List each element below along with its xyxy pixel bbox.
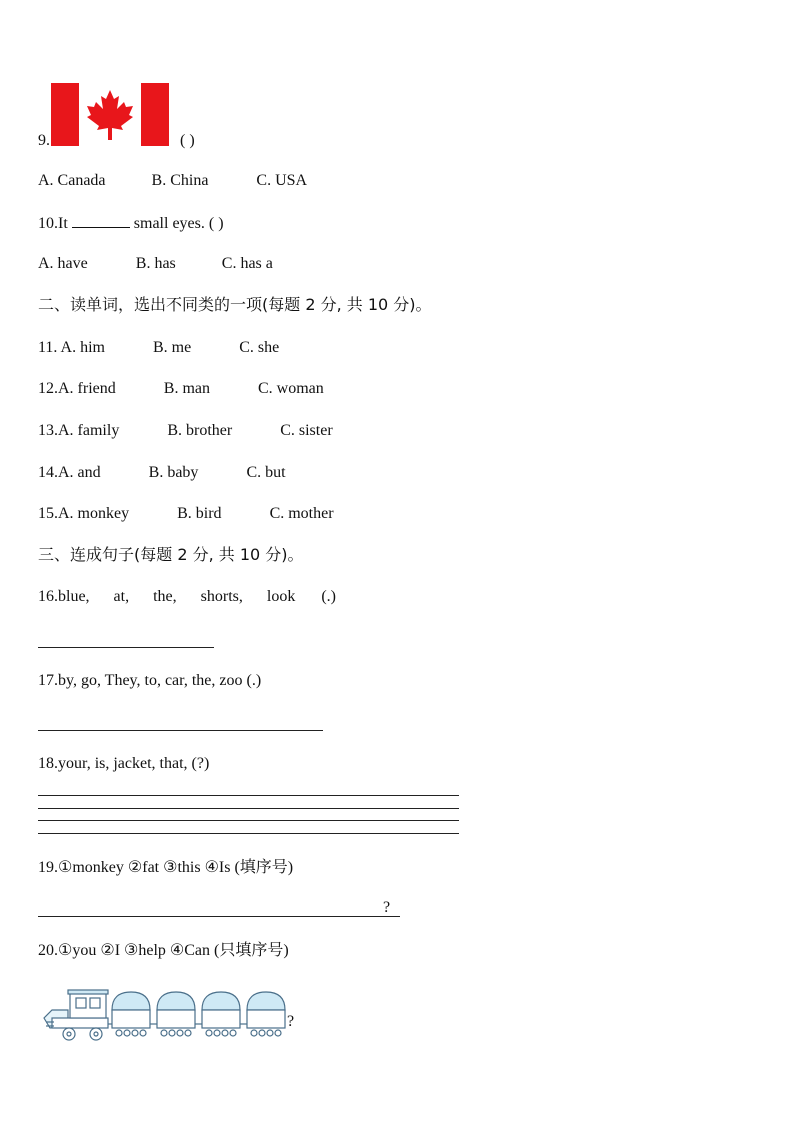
option-c: C. sister [280,422,333,439]
question-number: 13. [38,422,58,439]
answer-line[interactable] [38,647,214,648]
option-b: B. bird [177,505,222,522]
answer-line[interactable] [38,833,459,834]
question-number: 12. [38,380,58,397]
answer-blank [72,213,130,228]
option-a: A. family [58,422,120,439]
option-c: C. she [239,339,280,356]
question-number: 14. [38,464,58,481]
word: look [266,588,296,605]
option-b: B. brother [167,422,233,439]
section-3-title: 三、连成句子(每题 2 分, 共 10 分)。 [38,545,304,564]
option-c: C. mother [269,505,334,522]
question-9-options [38,171,307,191]
question-13 [38,421,333,441]
option-c: C. USA [256,172,308,189]
answer-line[interactable] [38,820,459,821]
question-9 [38,131,195,151]
question-16 [38,587,336,607]
question-text: small eyes. ( ) [133,215,224,232]
answer-line[interactable] [38,795,459,796]
option-b: B. China [151,172,209,189]
question-11 [38,338,279,358]
option-a: A. monkey [58,505,130,522]
question-15 [38,504,334,524]
answer-parentheses: ( ) [180,132,195,149]
question-20: 20.①you ②I ③help ④Can (只填序号) [38,942,289,959]
word: at, [113,588,130,605]
answer-line[interactable] [38,916,400,917]
option-a: A. him [60,339,105,356]
option-b: B. baby [148,464,199,481]
option-b: B. has [135,255,176,272]
section-2-title: 二、读单词，选出不同类的一项(每题 2 分, 共 10 分)。 [38,295,432,314]
question-number: 9. [38,132,50,149]
question-mark: ? [383,899,391,916]
answer-line[interactable] [38,808,459,809]
option-a: A. Canada [38,172,106,189]
word: shorts, [200,588,243,605]
option-a: A. have [38,255,88,272]
answer-line[interactable] [38,730,323,731]
question-mark: ? [287,1013,295,1030]
question-10-options [38,254,273,274]
train-illustration [40,988,302,1044]
option-c: C. but [246,464,286,481]
question-number: 15. [38,505,58,522]
question-text: It [58,215,68,232]
option-c: C. woman [257,380,324,397]
option-a: A. friend [58,380,116,397]
question-10 [38,213,224,234]
option-c: C. has a [221,255,273,272]
word: the, [153,588,177,605]
option-b: B. me [152,339,192,356]
question-17: 17.by, go, They, to, car, the, zoo (.) [38,672,262,689]
question-12 [38,379,324,399]
option-b: B. man [163,380,210,397]
word: blue, [58,588,90,605]
word: (.) [321,588,336,605]
option-a: A. and [58,464,101,481]
question-18: 18.your, is, jacket, that, (?) [38,755,210,772]
question-14 [38,463,286,483]
question-number: 10. [38,215,58,232]
question-number: 16. [38,588,58,605]
question-number: 11. [38,339,58,356]
question-19: 19.①monkey ②fat ③this ④Is (填序号) [38,859,294,876]
